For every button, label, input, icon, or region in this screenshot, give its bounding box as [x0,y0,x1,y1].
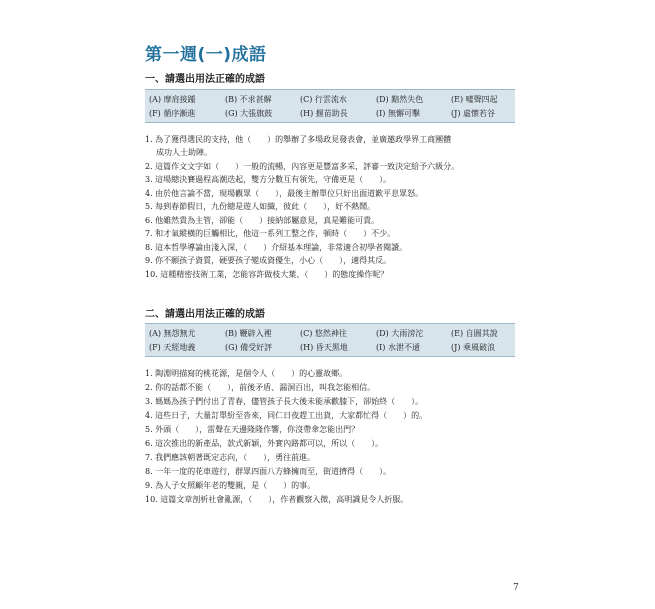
question-item: 7. 和才氣縱橫的巨觸相比，他這一系列工整之作，頓時（ ）不少。 [145,229,396,238]
choice-option: (I) 水泄不通 [376,343,420,352]
question-item: 10. 這種精密技術工業，怎能容許做枝大葉、（ ）的態度操作呢？ [145,270,389,279]
question-item: 6. 他雖然貴為主管，卻能（ ）接納部屬意見，真是難能可貴。 [145,216,380,225]
section-2-choice-box [145,323,515,357]
question-item: 9. 你不願孩子資質，硬要孩子變成資優生，小心（ ），適得其反。 [145,256,392,265]
question-item: 8. 這本哲學導論由淺入深，（ ）介紹基本理論，非常適合初學者閱讀。 [145,243,408,252]
choice-option: (C) 悠然神往 [300,329,347,338]
choice-option: (G) 大張旗鼓 [225,109,273,118]
choice-option: (J) 虛懷若谷 [451,109,495,118]
section-1-choice-box [145,89,515,123]
question-item: 3. 媽媽為孩子們付出了青春，儘管孩子長大後未能承歡膝下，卻始終（ ）。 [145,397,424,406]
choice-option: (A) 無怨無尤 [149,329,196,338]
choice-row [149,327,515,340]
choice-option: (B) 鞭辟入裡 [225,329,272,338]
choice-option: (F) 天經地義 [149,343,196,352]
page-number: 7 [513,583,519,593]
question-item: 5. 外頭（ ），雷聲在天邊隆隆作響，你沒帶傘怎能出門？ [145,425,360,434]
question-item: 2. 這篇作文文字如（ ）一般的流暢，內容更是豐富多采，評審一致決定給予六級分。 [145,162,460,171]
choice-option: (D) 大雨滂沱 [376,329,424,338]
choice-row [149,107,515,120]
question-item: 2. 你的話都不能（ ），前後矛盾、漏洞百出，叫我怎能相信。 [145,383,376,392]
choice-option: (H) 揠苗助長 [300,109,348,118]
choice-option: (F) 循序漸進 [149,109,196,118]
choice-option: (J) 乘風破浪 [451,343,495,352]
question-item-continuation: 成功人士助陣。 [156,148,212,157]
choice-option: (H) 昏天黑地 [300,343,348,352]
choice-row [149,341,515,354]
choice-option: (C) 行雲流水 [300,95,347,104]
choice-option: (E) 自圓其說 [451,329,498,338]
page-title: 第一週(一)成語 [145,45,267,65]
section-2-questions [145,367,525,517]
question-item: 4. 這些日子，大量訂單紛至沓來，同仁日夜趕工出貨，大家都忙得（ ）的。 [145,411,428,420]
choice-row [149,93,515,106]
question-item: 6. 這次推出的新產品，款式新穎，外實內路都可以，所以（ ）。 [145,439,384,448]
question-item: 7. 我們應該朝著既定志向，（ ），勇往前進。 [145,453,316,462]
choice-option: (I) 無懈可擊 [376,109,420,118]
question-item: 1. 陶淵明描寫的桃花源，是個令人（ ）的心靈故鄉。 [145,369,348,378]
question-item: 10. 這篇文章剖析社會亂源，（ ），作者觀察入微，高明識見令人折服。 [145,495,409,504]
choice-option: (E) 噓聲四起 [451,95,498,104]
question-item: 1. 為了獲得選民的支持，他（ ）的舉辦了多場政見發表會，並廣邀政學界工商團體 [145,135,452,144]
question-item: 3. 這場總決賽過程高潮迭起，雙方分數互有領先，守備更是（ ）。 [145,175,392,184]
question-item: 5. 每到春節假日，九份總是遊人如織，彼此（ ），好不熱鬧。 [145,202,376,211]
choice-option: (B) 不求甚解 [225,95,272,104]
question-item: 4. 由於他言論不當，現場觀眾（ ），最後主辦單位只好出面道歉平息眾怒。 [145,189,424,198]
question-item: 9. 為人子女照顧年老的雙親，是（ ）的事。 [145,481,316,490]
choice-option: (G) 備受好評 [225,343,273,352]
section-1-questions [145,133,525,293]
choice-option: (A) 摩肩接踵 [149,95,196,104]
section-2-heading: 二、請選出用法正確的成語 [145,309,265,320]
section-1-heading: 一、請選出用法正確的成語 [145,74,265,85]
question-item: 8. 一年一度的花車遊行，群眾四面八方蜂擁而至，街道擠得（ ）。 [145,467,392,476]
choice-option: (D) 黯然失色 [376,95,424,104]
